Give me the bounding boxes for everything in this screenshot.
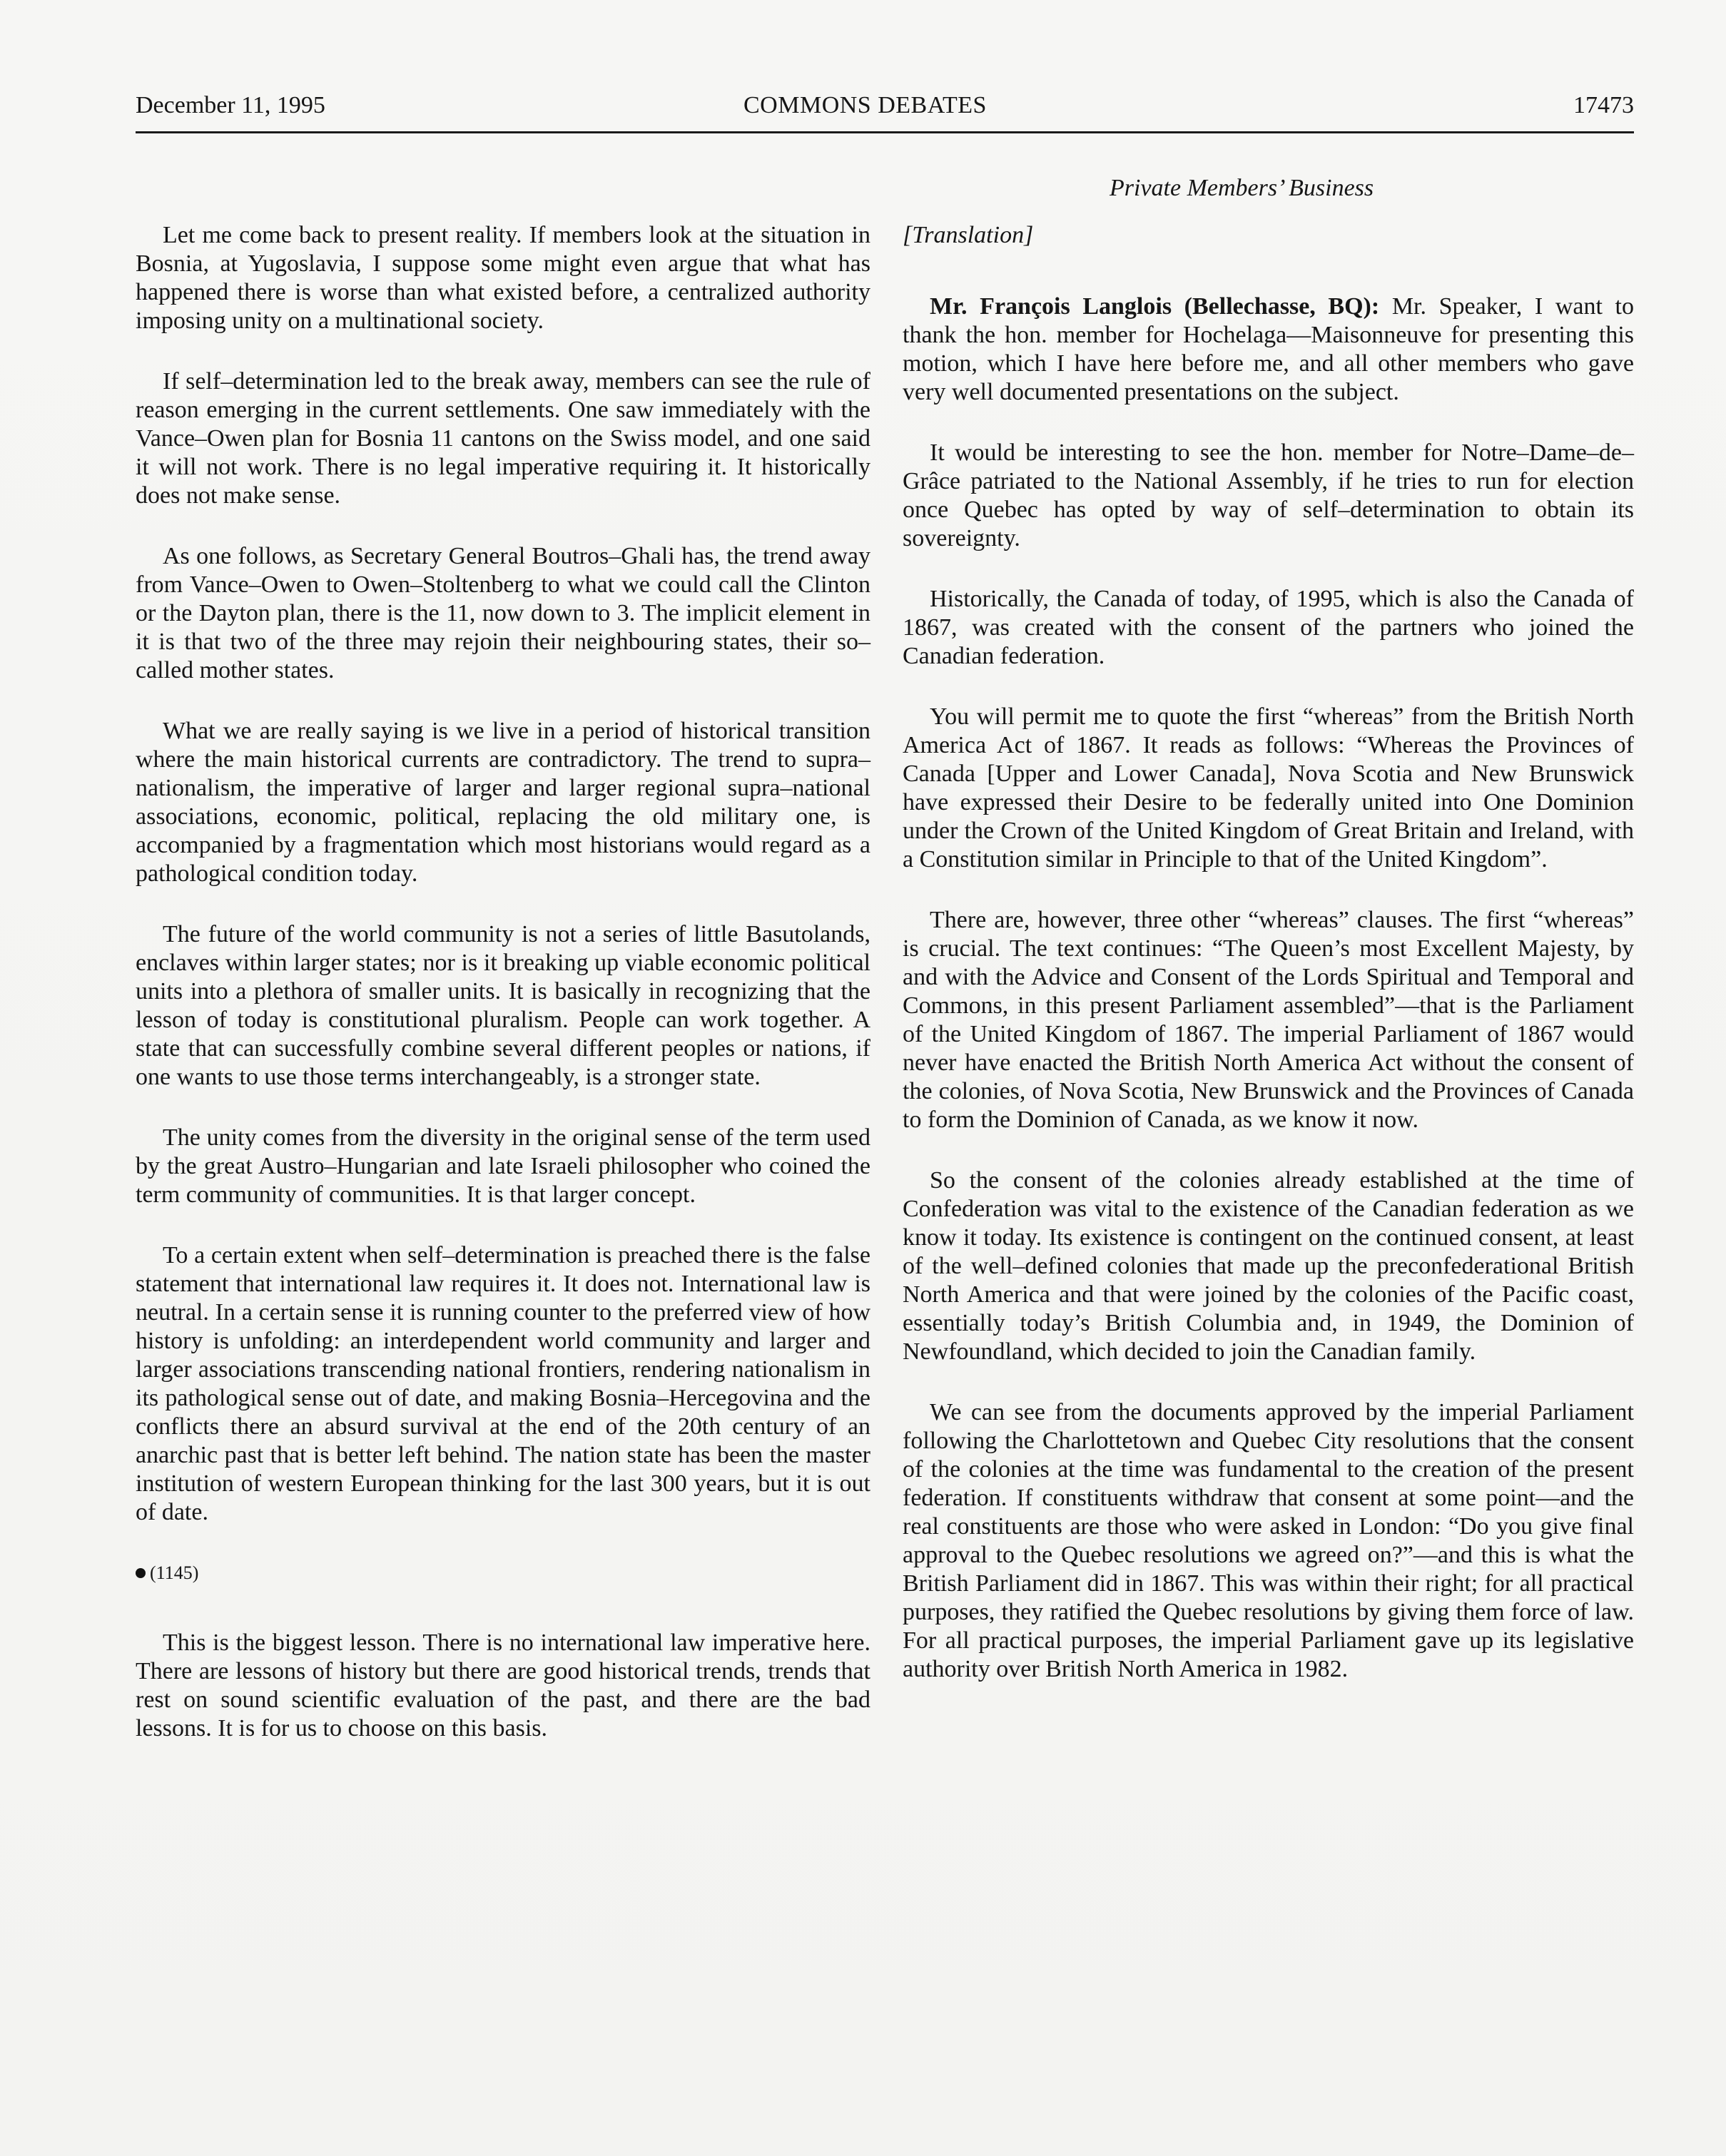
section-label: Private Members’ Business: [1110, 175, 1374, 201]
left-paragraph-5: The future of the world community is not a series of little Basutolands, enclaves within larger states; nor is it breaking up viable economic political units into a plethora of smaller units. It is basically in recognizing that the lesson of today is constitutional pluralism. People can work together. A state that can successfully combine several different peoples or nations, if one wants to use those terms interchangeably, is a stronger state.: [136, 921, 870, 1090]
right-paragraph-6: We can see from the documents approved by the imperial Parliament following the Charlottetown and Quebec City resolutions that the consent of the colonies at the time was fundamental to the creation of the present federation. If constituents withdraw that consent at some point—and the real constituents are those who were asked in London: “Do you give final approval to the Quebec resolutions we agreed on?”—and this is what the British Parliament did in 1867. This was within their right; for all practical purposes, they ratified the Quebec resolutions by giving them force of law. For all practical purposes, the imperial Parliament gave up its legislative authority over British North America in 1982.: [903, 1399, 1634, 1682]
bullet-icon: [136, 1568, 146, 1578]
left-paragraph-7: To a certain extent when self–determination is preached there is the false statement that international law requires it. It does not. International law is neutral. In a certain sense it is running counter to the preferred view of how history is unfolding: an interdependent world community and larger and larger associations transcending national frontiers, rendering nationalism in its pathological sense out of date, and making Bosnia–Hercegovina and the conflicts there an absurd survival at the end of the 20th century of an anarchic past that is better left behind. The nation state has been the master institution of western European thinking for the last 300 years, but it is out of date.: [136, 1242, 870, 1525]
timestamp-text: (1145): [150, 1562, 199, 1583]
timestamp: [136, 1559, 870, 1587]
right-column: [903, 221, 1634, 1716]
left-final-paragraph: This is the biggest lesson. There is no international law imperative here. There are lessons of history but there are good historical trends, trends that rest on sound scientific evaluation of the past, and there are the bad lessons. It is for us to choose on this basis.: [136, 1629, 870, 1741]
right-paragraph-3: You will permit me to quote the first “whereas” from the British North America Act of 1867. It reads as follows: “Whereas the Provinces of Canada [Upper and Lower Canada], Nova Scotia and New Brunswick have expressed their Desire to be federally united into One Dominion under the Crown of the United Kingdom of Great Britain and Ireland, with a Constitution similar in Principle to that of the United Kingdom”.: [903, 703, 1634, 873]
header-title: COMMONS DEBATES: [743, 92, 987, 118]
right-paragraph-1: It would be interesting to see the hon. member for Notre–Dame–de–Grâce patriated to the National Assembly, if he tries to run for election once Quebec has opted by way of self–determination to obtain its sovereignty.: [903, 439, 1634, 551]
left-paragraph-3: As one follows, as Secretary General Boutros–Ghali has, the trend away from Vance–Owen to Owen–Stoltenberg to what we could call the Clinton or the Dayton plan, there is the 11, now down to 3. The implicit element in it is that two of the three may rejoin their neighbouring states, their so–called mother states.: [136, 543, 870, 683]
header-page-number: 17473: [1573, 92, 1634, 118]
left-paragraph-6: The unity comes from the diversity in the original sense of the term used by the great Austro–Hungarian and late Israeli philosopher who coined the term community of communities. It is that larger concept.: [136, 1124, 870, 1208]
left-paragraph-1: Let me come back to present reality. If members look at the situation in Bosnia, at Yugoslavia, I suppose some might even argue that what has happened there is worse than what existed before, a centralized authority imposing unity on a multinational society.: [136, 222, 870, 334]
speaker-paragraph: [903, 293, 1634, 407]
speaker-name: Mr. François Langlois (Bellechasse, BQ):: [930, 293, 1380, 320]
left-paragraph-4: What we are really saying is we live in a period of historical transition where the main historical currents are contradictory. The trend to supra–nationalism, the imperative of larger and larger regional supra–national associations, economic, political, replacing the old military one, is accompanied by a fragmentation which most historians would regard as a pathological condition today.: [136, 718, 870, 887]
right-paragraph-2: Historically, the Canada of today, of 1995, which is also the Canada of 1867, was created with the consent of the partners who joined the Canadian federation.: [903, 586, 1634, 669]
translation-label: [Translation]: [903, 222, 1034, 248]
left-paragraph-2: If self–determination led to the break away, members can see the rule of reason emerging in the current settlements. One saw immediately with the Vance–Owen plan for Bosnia 11 cantons on the Swiss model, and one said it will not work. There is no legal imperative requiring it. It historically does not make sense.: [136, 368, 870, 509]
page-header: [136, 91, 1634, 134]
header-rule: [136, 131, 1634, 133]
right-paragraph-5: So the consent of the colonies already established at the time of Confederation was vital to the existence of the Canadian federation as we know it today. Its existence is contingent on the continued consent, at least of the well–defined colonies that made up the preconfederational British North America and that were joined by the colonies of the Pacific coast, essentially today’s British Columbia and, in 1949, the Dominion of Newfoundland, which decided to join the Canadian family.: [903, 1167, 1634, 1365]
right-paragraph-4: There are, however, three other “whereas” clauses. The first “whereas” is crucial. The text continues: “The Queen’s most Excellent Majesty, by and with the Advice and Consent of the Lords Spiritual and Temporal and Commons, in this present Parliament assembled”—that is the Parliament of the United Kingdom of 1867. The imperial Parliament of 1867 would never have enacted the British North America Act without the consent of the colonies, of Nova Scotia, New Brunswick and the Provinces of Canada to form the Dominion of Canada, as we know it now.: [903, 907, 1634, 1133]
left-column: [136, 221, 870, 1775]
header-date: December 11, 1995: [136, 92, 325, 118]
speaker-text: Mr. Speaker, I want to thank the hon. member for Hochelaga—Maisonneuve for presenting this motion, which I have here before me, and all other members who gave very well documented presentations on the subject.: [903, 293, 1634, 405]
